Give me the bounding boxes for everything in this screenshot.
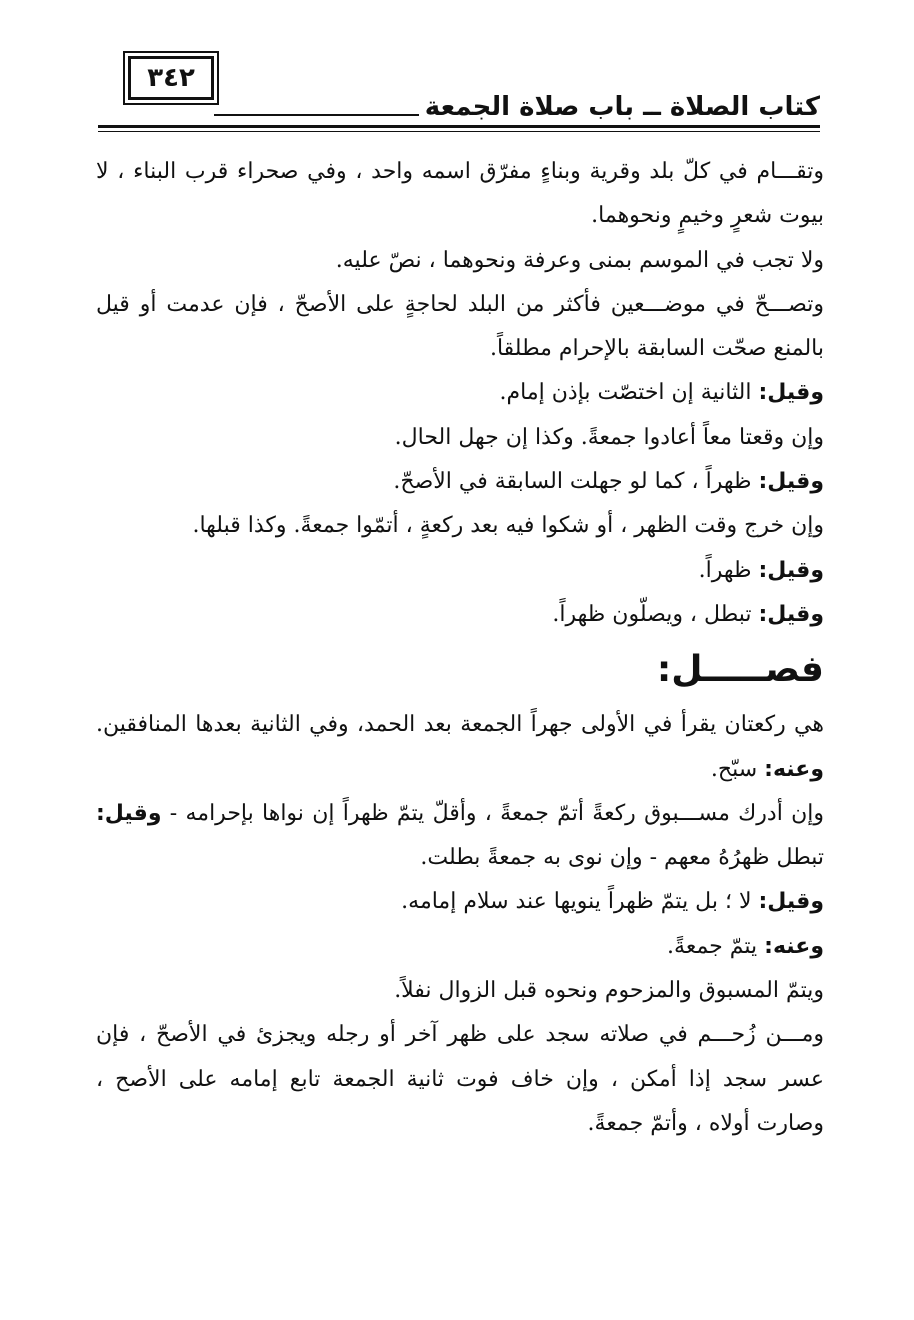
text-line: وصارت أولاه ، وأتمّ جمعةً. [587,1110,824,1136]
text-line: ومـــن زُحـــم في صلاته سجد على ظهر آخر أو رجله ويجزئ في الأصحّ ، فإن [96,1022,824,1048]
text-line: وتصـــحّ في موضـــعين فأكثر من البلد لحاجةٍ على الأصحّ ، فإن عدمت أو قيل [96,291,824,317]
opinion-label: وقيل: [758,889,824,915]
text-line: وعنه: يتمّ جمعةً. [667,933,824,959]
opinion-label: وقيل: [758,601,824,627]
opinion-label: وقيل: [758,469,824,495]
header-rule-thick [98,125,820,128]
running-title: كتاب الصلاة ــ باب صلاة الجمعة [424,92,820,122]
page-number [128,56,214,100]
page-body [96,150,824,1146]
text-line: وقيل: ظهراً ، كما لو جهلت السابقة في الأصحّ. [393,469,824,495]
page-number-text: ٣٤٢ [147,63,195,93]
text-line: وقيل: الثانية إن اختصّت بإذن إمام. [499,380,824,406]
text-line: هي ركعتان يقرأ في الأولى جهراً الجمعة بعد الحمد، وفي الثانية بعدها المنافقين. [96,712,824,738]
opinion-label: وقيل: [758,557,824,583]
running-title-line [214,114,419,116]
text-line: وإن أدرك مســـبوق ركعةً أتمّ جمعةً ، وأقلّ يتمّ ظهراً إن نواها بإحرامه - وقيل: [96,800,824,826]
text-line: وقيل: لا ؛ بل يتمّ ظهراً ينويها عند سلام إمامه. [401,889,824,915]
section-heading-row [96,637,824,703]
text-line: ولا تجب في الموسم بمنى وعرفة ونحوهما ، نصّ عليه. [335,247,824,273]
text-line: وقيل: تبطل ، ويصلّون ظهراً. [552,601,824,627]
running-header [214,92,820,122]
text-line: وعنه: سبّح. [710,756,824,782]
text-line: تبطل ظهرُهُ معهم - وإن نوى به جمعةً بطلت. [420,845,824,871]
text-line: بيوت شعرٍ وخيمٍ ونحوهما. [591,203,824,229]
text-line: ويتمّ المسبوق والمزحوم ونحوه قبل الزوال نفلاً. [394,978,824,1004]
header-rule-thin [98,131,820,132]
text-line: وقيل: ظهراً. [698,557,824,583]
opinion-label: وقيل: [758,380,824,406]
text-line: وإن وقعتا معاً أعادوا جمعةً. وكذا إن جهل الحال. [394,424,824,450]
section-heading: فصـــــل: [656,649,824,691]
text-line: عسر سجد إذا أمكن ، وإن خاف فوت ثانية الجمعة تابع إمامه على الأصح ، [96,1066,824,1092]
opinion-label: وقيل: [96,800,162,826]
text-line: وإن خرج وقت الظهر ، أو شكوا فيه بعد ركعةٍ ، أتمّوا جمعةً. وكذا قبلها. [192,513,824,539]
text-line: بالمنع صحّت السابقة بالإحرام مطلقاً. [489,336,824,362]
opinion-label: وعنه: [764,756,824,782]
opinion-label: وعنه: [764,933,824,959]
text-line: وتقـــام في كلّ بلد وقرية وبناءٍ مفرّق اسمه واحد ، وفي صحراء قرب البناء ، لا [96,159,824,184]
